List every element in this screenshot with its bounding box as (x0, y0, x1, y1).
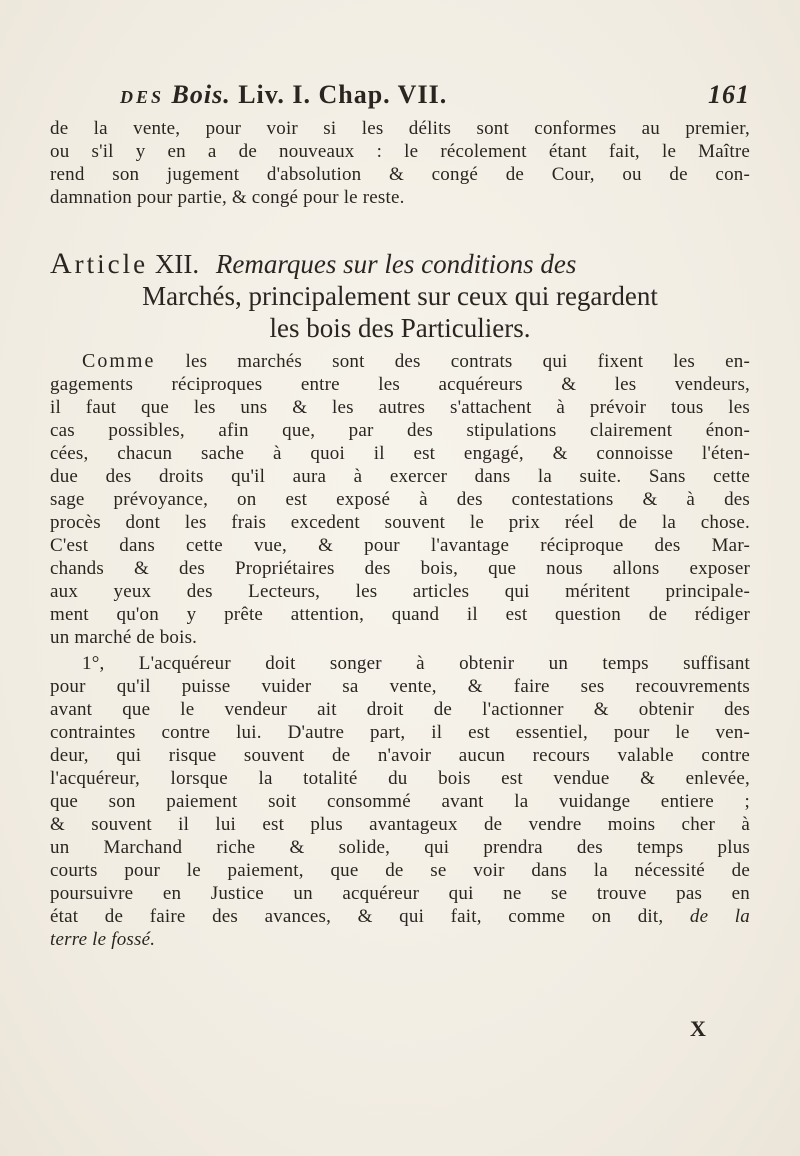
article-number: XII. (154, 249, 200, 279)
text-line: état de faire des avances, & qui fait, comme on dit, de la (50, 906, 750, 927)
text-line: cées, chacun sache à quoi il est engagé, & connoisse l'éten- (50, 443, 750, 464)
intro-paragraph (50, 117, 750, 209)
text-line: aux yeux des Lecteurs, les articles qui méritent principale- (50, 581, 750, 602)
text-line: contraintes contre lui. D'autre part, il est essentiel, pour le ven- (50, 722, 750, 743)
text-line: procès dont les frais excedent souvent le prix réel de la chose. (50, 512, 750, 533)
text-line: deur, qui risque souvent de n'avoir aucun recours valable contre (50, 745, 750, 766)
text-line: gagements réciproques entre les acquéreurs & les vendeurs, (50, 374, 750, 395)
page-number: 161 (708, 80, 750, 109)
italic-phrase: terre le fossé. (50, 929, 156, 950)
running-head-prefix: DES (120, 87, 172, 107)
text-line: due des droits qu'il aura à exercer dans la suite. Sans cette (50, 466, 750, 487)
text-line: que son paiement soit consommé avant la vuidange entiere ; (50, 791, 750, 812)
article-title-line-1: Remarques sur les conditions des (215, 249, 577, 279)
running-head-title: Bois. (171, 80, 231, 109)
text-line: rend son jugement d'absolution & congé de Cour, ou de con- (50, 164, 750, 185)
text-line: courts pour le paiement, que de se voir dans la nécessité de (50, 860, 750, 881)
text-line: & souvent il lui est plus avantageux de vendre moins cher à (50, 814, 750, 835)
text-line (50, 928, 750, 951)
text-line: un Marchand riche & solide, qui prendra des temps plus (50, 837, 750, 858)
text-line: damnation pour partie, & congé pour le reste. (50, 187, 405, 208)
article-title-line-2: Marchés, principalement sur ceux qui regardent (142, 281, 658, 311)
text-line: ment qu'on y prête attention, quand il est question de rédiger (50, 604, 750, 625)
text-line: de la vente, pour voir si les délits sont conformes au premier, (50, 118, 750, 139)
lead-word: Comme (82, 350, 156, 372)
text-line: 1°, L'acquéreur doit songer à obtenir un temps suffisant (82, 653, 750, 674)
article-heading-line (50, 248, 750, 280)
text-line: un marché de bois. (50, 627, 198, 648)
article-title-line-3: les bois des Particuliers. (269, 313, 531, 343)
text-line: C'est dans cette vue, & pour l'avantage réciproque des Mar- (50, 535, 750, 556)
text-line: Comme les marchés sont des contrats qui fixent les en- (82, 350, 750, 372)
text-line: il faut que les uns & les autres s'attachent à prévoir tous les (50, 397, 750, 418)
running-head (120, 80, 750, 110)
text-line: l'acquéreur, lorsque la totalité du bois est vendue & enlevée, (50, 768, 750, 789)
text-line: poursuivre en Justice un acquéreur qui ne se trouve pas en (50, 883, 750, 904)
signature-mark: X (690, 1016, 706, 1041)
article-label: Article (50, 247, 149, 280)
article-heading (50, 248, 750, 344)
text-line: chands & des Propriétaires des bois, que nous allons exposer (50, 558, 750, 579)
paragraph-first-point (50, 652, 750, 951)
paragraph-comme (50, 350, 750, 649)
text-line: cas possibles, afin que, par des stipulations clairement énon- (50, 420, 750, 441)
text-line: pour qu'il puisse vuider sa vente, & faire ses recouvrements (50, 676, 750, 697)
italic-phrase: de la (689, 906, 750, 927)
text-line: ou s'il y en a de nouveaux : le récolement étant fait, le Maître (50, 141, 750, 162)
text-line: avant que le vendeur ait droit de l'actionner & obtenir des (50, 699, 750, 720)
running-head-chapter: Liv. I. Chap. VII. (230, 80, 448, 109)
text-line: sage prévoyance, on est exposé à des contestations & à des (50, 489, 750, 510)
